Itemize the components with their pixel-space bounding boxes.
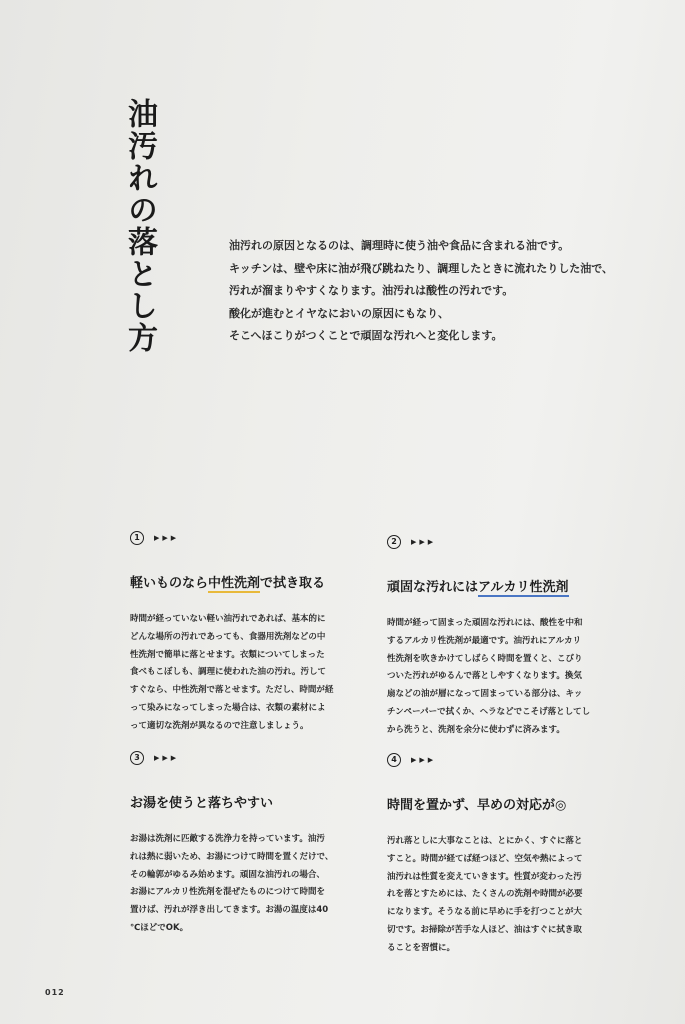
intro-line: 油汚れの原因となるのは、調理時に使う油や食品に含まれる油です。 <box>229 239 570 252</box>
intro-line: そこへほこりがつくことで頑固な汚れへと変化します。 <box>229 329 503 342</box>
section-2 <box>387 534 597 740</box>
arrow-icon: ▶▶▶ <box>411 538 437 546</box>
section-4 <box>387 752 597 958</box>
section-number: 2 <box>387 535 401 549</box>
page-title: 油汚れの落とし方 <box>122 98 157 354</box>
intro-line: 酸化が進むとイヤなにおいの原因にもなり、 <box>229 306 449 320</box>
page-number: 012 <box>45 988 65 997</box>
section-body: お湯は洗剤に匹敵する洗浄力を持っています。油汚 れは熱に弱いため、お湯につけて時間を置くだけで、 その輪郭がゆるみ始めます。頑固な油汚れの場合、 お湯にアルカリ性洗剤を混ぜたものにつけて時間を 置けば、汚れが浮き出してきます。お湯の温度は40 ℃ほどでOK。 <box>130 834 334 933</box>
section-heading: 頑固な汚れにはアルカリ性洗剤 <box>387 580 569 595</box>
highlight: アルカリ性洗剤 <box>478 580 569 595</box>
intro-line: キッチンは、壁や床に油が飛び跳ねたり、調理したときに流れたりした油で、 <box>229 261 614 275</box>
arrow-icon: ▶▶▶ <box>411 756 437 764</box>
section-body: 時間が経っていない軽い油汚れであれば、基本的に どんな場所の汚れであっても、食器用洗剤などの中 性洗剤で簡単に落とせます。衣類についてしまった 食べもこぼしも、調理に使われた油の汚れ。汚して すぐなら、中性洗剤で落とせます。ただし、時間が経 って染みになってしまった場合は、衣類の素材によ って適切な洗剤が異なるので注意しましょう。 <box>130 614 334 731</box>
section-body: 汚れ落としに大事なことは、とにかく、すぐに落と すこと。時間が経てば経つほど、空気や熱によって 油汚れは性質を変えていきます。性質が変わった汚 れを落とすためには、たくさんの洗剤や時間が必要 になります。そうなる前に早めに手を打つことが大 切です。お掃除が苦手な人ほど、油はすぐに拭き取 ることを習慣に。 <box>387 836 583 953</box>
section-number: 4 <box>387 753 401 767</box>
section-heading: 軽いものなら中性洗剤で拭き取る <box>130 576 326 591</box>
section-number: 1 <box>130 531 144 545</box>
intro-text <box>229 235 649 348</box>
section-heading: 時間を置かず、早めの対応が◎ <box>387 798 567 813</box>
arrow-icon: ▶▶▶ <box>154 754 180 762</box>
arrow-icon: ▶▶▶ <box>154 534 180 542</box>
section-3 <box>130 750 340 938</box>
section-heading: お湯を使うと落ちやすい <box>130 796 274 811</box>
highlight: 中性洗剤 <box>208 576 261 591</box>
section-number: 3 <box>130 751 144 765</box>
intro-line: 汚れが溜まりやすくなります。油汚れは酸性の汚れです。 <box>229 284 514 297</box>
section-1 <box>130 530 340 736</box>
section-body: 時間が経って固まった頑固な汚れには、酸性を中和 するアルカリ性洗剤が最適です。油汚れにアルカリ 性洗剤を吹きかけてしばらく時間を置くと、こびり ついた汚れがゆるんで落としやすくなります。換気 扇などの油が層になって固まっている部分は、キッ チンペーパーで拭くか、ヘラなどでこそげ落としてし から洗うと、洗剤を余分に使わずに済みます。 <box>387 618 591 735</box>
